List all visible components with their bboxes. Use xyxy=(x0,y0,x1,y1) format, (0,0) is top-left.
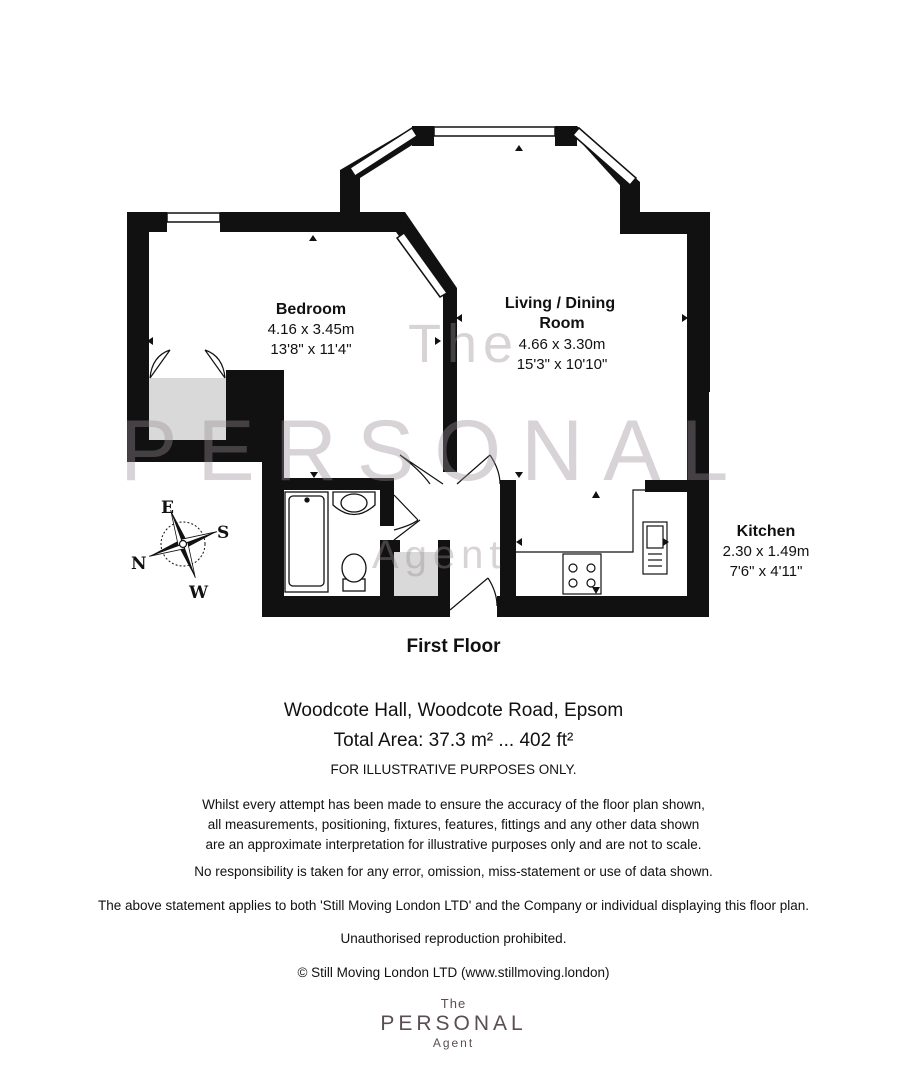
living-imperial: 15'3" x 10'10" xyxy=(516,356,608,373)
living-right-wall xyxy=(687,212,710,392)
living-name-line1: Living / Dining xyxy=(504,295,616,312)
unauthorised-notice: Unauthorised reproduction prohibited. xyxy=(340,931,567,946)
compass-w: W xyxy=(189,583,209,603)
illustrative-notice: FOR ILLUSTRATIVE PURPOSES ONLY. xyxy=(330,762,577,777)
compass-e: E xyxy=(161,498,174,518)
toilet xyxy=(342,554,366,591)
disclaimer xyxy=(0,795,907,855)
address: Woodcote Hall, Woodcote Road, Epsom xyxy=(283,700,624,721)
logo-personal: PERSONAL xyxy=(380,1012,527,1035)
watermark-personal: PERSONAL xyxy=(120,403,749,499)
bedroom-name: Bedroom xyxy=(275,301,347,318)
disclaimer-line-2: all measurements, positioning, fixtures, features, fittings and any other data shown xyxy=(207,817,700,832)
watermark-the: The xyxy=(408,314,520,374)
bath xyxy=(285,492,328,592)
disclaimer-line-1: Whilst every attempt has been made to ensure the accuracy of the floor plan shown, xyxy=(202,797,705,812)
living-bay-left-window xyxy=(350,128,417,176)
logo-agent: Agent xyxy=(432,1036,475,1050)
compass-icon xyxy=(131,498,229,603)
watermark-agent: Agent xyxy=(372,533,507,577)
entrance-door xyxy=(450,578,497,610)
total-area: Total Area: 37.3 m² ... 402 ft² xyxy=(333,730,574,751)
compass-s: S xyxy=(217,523,230,543)
living-name-line2: Room xyxy=(539,315,585,332)
bedroom-top-wall-right xyxy=(220,212,405,232)
no-responsibility-notice: No responsibility is taken for any error, omission, miss-statement or use of data shown. xyxy=(194,864,713,879)
compass-n: N xyxy=(131,554,147,574)
living-top-window xyxy=(434,127,555,136)
bottom-wall-left xyxy=(262,596,450,617)
bedroom-window xyxy=(167,213,220,222)
copyright: © Still Moving London LTD (www.stillmoving.london) xyxy=(297,965,610,980)
wardrobe-door-right xyxy=(205,350,225,378)
living-left-upper-wall xyxy=(340,170,360,232)
applies-notice: The above statement applies to both 'Still Moving London LTD' and the Company or individual displaying this floor plan. xyxy=(97,898,810,913)
kitchen-name: Kitchen xyxy=(736,523,796,540)
kitchen-imperial: 7'6" x 4'11" xyxy=(729,563,803,580)
logo-the: The xyxy=(440,996,467,1011)
disclaimer-line-3: are an approximate interpretation for illustrative purposes only and are not to scale. xyxy=(205,837,702,852)
floor-label: First Floor xyxy=(406,636,501,657)
bedroom-imperial: 13'8" x 11'4" xyxy=(270,341,352,358)
living-bay-right-window xyxy=(573,128,636,185)
bedroom-metric: 4.16 x 3.45m xyxy=(267,321,355,338)
kitchen-metric: 2.30 x 1.49m xyxy=(722,543,810,560)
logo xyxy=(0,996,907,1050)
living-metric: 4.66 x 3.30m xyxy=(518,336,606,353)
bottom-wall-right xyxy=(497,596,709,617)
wardrobe-door-left xyxy=(150,350,170,378)
kitchen-units xyxy=(516,490,687,594)
